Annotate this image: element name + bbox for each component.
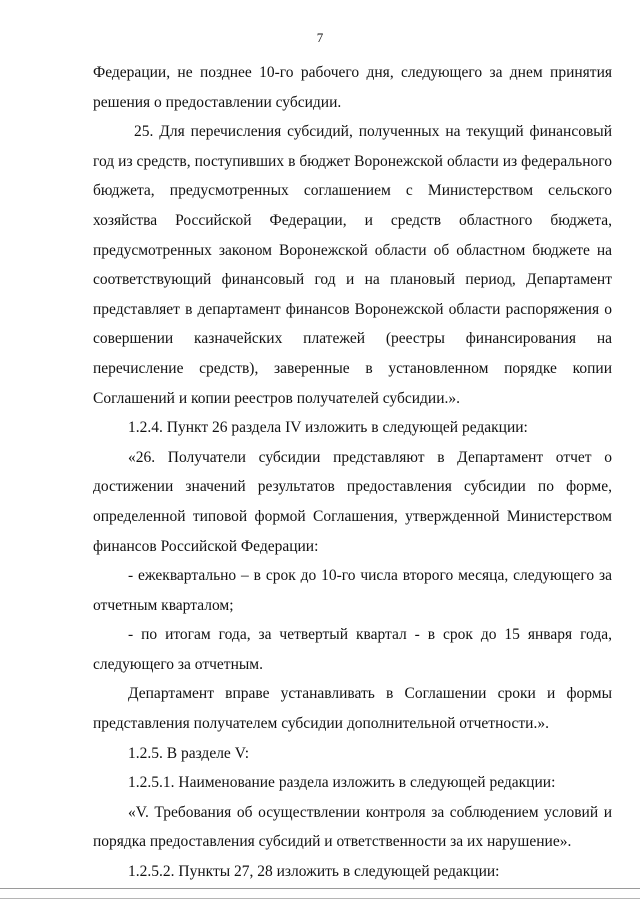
paragraph-1-2-5-1: 1.2.5.1. Наименование раздела изложить в следующей редакции:	[128, 774, 556, 792]
bottom-divider-secondary	[0, 898, 640, 899]
document-body	[93, 58, 612, 887]
paragraph-1-2-5: 1.2.5. В разделе V:	[128, 744, 250, 762]
list-item-quarterly: - ежеквартально – в срок до 10-го числа второго месяца, следующего за отчетным кварталом;	[93, 567, 612, 614]
paragraph-1-2-4: 1.2.4. Пункт 26 раздела IV изложить в следующей редакции:	[128, 419, 528, 437]
paragraph-continuation: Федерации, не позднее 10-го рабочего дня, следующего за днем принятия решения о предоставлении субсидии.	[93, 64, 612, 111]
paragraph-item-25: 25. Для перечисления субсидий, полученных на текущий финансовый год из средств, поступивших в бюджет Воронежской области из федерального бюджета, предусмотренных соглашением с Министерством сельского хозяйства Российской Федерации, и средств областного бюджета, предусмотренных законом Воронежской области об областном бюджете на соответствующий финансовый год и на плановый период, Департамент представляет в департамент финансов Воронежской области распоряжения о совершении казначейских платежей (реестры финансирования на перечисление средств), заверенные в установленном порядке копии Соглашений и копии реестров получателей субсидии.».	[93, 123, 612, 407]
paragraph-section-v-title: «V. Требования об осуществлении контроля за соблюдением условий и порядка предоставления субсидий и ответственности за их нарушение».	[93, 803, 612, 851]
paragraph-1-2-5-2: 1.2.5.2. Пункты 27, 28 изложить в следующей редакции:	[128, 863, 500, 881]
list-item-annual: - по итогам года, за четвертый квартал - в срок до 15 января года, следующего за отчетным.	[93, 626, 612, 673]
paragraph-additional-reporting: Департамент вправе устанавливать в Соглашении сроки и формы представления получателем субсидии дополнительной отчетности.».	[93, 685, 612, 733]
page-number: 7	[316, 30, 324, 45]
bottom-divider	[0, 888, 640, 889]
paragraph-item-26: «26. Получатели субсидии представляют в Департамент отчет о достижении значений результатов предоставления субсидии по форме, определенной типовой формой Соглашения, утвержденной Министерством финансов Российской Федерации:	[93, 448, 612, 555]
